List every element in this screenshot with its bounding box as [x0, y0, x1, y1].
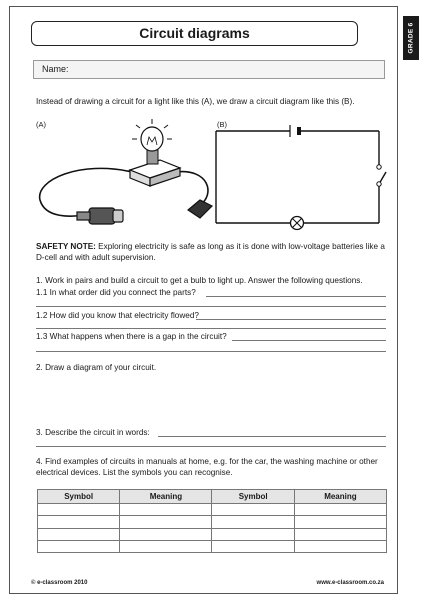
- answer-line[interactable]: [36, 446, 386, 447]
- page-title: Circuit diagrams: [31, 21, 358, 46]
- table-header: Meaning: [294, 490, 386, 504]
- table-row: [38, 528, 387, 540]
- footer-copyright: © e-classroom 2010: [31, 580, 88, 586]
- label-a: (A): [36, 120, 46, 129]
- cell-short-plate: [297, 127, 301, 135]
- table-cell[interactable]: [294, 528, 386, 540]
- table-cell[interactable]: [120, 504, 212, 516]
- question-3: 3. Describe the circuit in words:: [36, 428, 150, 437]
- intro-text: Instead of drawing a circuit for a light like this (A), we draw a circuit diagram like this (B).: [36, 97, 355, 106]
- answer-line[interactable]: [158, 436, 386, 437]
- table-cell[interactable]: [294, 540, 386, 552]
- table-header: Symbol: [212, 490, 294, 504]
- table-cell[interactable]: [294, 516, 386, 528]
- question-4: 4. Find examples of circuits in manuals at home, e.g. for the car, the washing machine or other electrical devices. List the symbols you can recognise.: [36, 457, 378, 477]
- table-cell[interactable]: [212, 516, 294, 528]
- table-cell[interactable]: [38, 516, 120, 528]
- table-cell[interactable]: [38, 528, 120, 540]
- question-1-1: 1.1 In what order did you connect the parts?: [36, 288, 196, 297]
- table-cell[interactable]: [212, 528, 294, 540]
- table-cell[interactable]: [212, 504, 294, 516]
- safety-note: [36, 241, 388, 263]
- name-label: Name:: [42, 64, 69, 74]
- question-2: 2. Draw a diagram of your circuit.: [36, 363, 157, 372]
- question-1-3: 1.3 What happens when there is a gap in the circuit?: [36, 332, 227, 341]
- answer-line[interactable]: [232, 340, 386, 341]
- table-row: [38, 516, 387, 528]
- table-row: [38, 540, 387, 552]
- table-cell[interactable]: [294, 504, 386, 516]
- table-cell[interactable]: [120, 540, 212, 552]
- table-cell[interactable]: [120, 516, 212, 528]
- table-header: Symbol: [38, 490, 120, 504]
- answer-line[interactable]: [36, 328, 386, 329]
- footer-url[interactable]: www.e-classroom.co.za: [316, 580, 384, 586]
- table-cell[interactable]: [38, 504, 120, 516]
- question-1: 1. Work in pairs and build a circuit to get a bulb to light up. Answer the following questions.: [36, 276, 363, 285]
- table-cell[interactable]: [120, 528, 212, 540]
- answer-line[interactable]: [36, 306, 386, 307]
- answer-line[interactable]: [196, 319, 386, 320]
- symbols-table: [37, 489, 387, 553]
- safety-label: SAFETY NOTE:: [36, 242, 96, 251]
- question-1-2: 1.2 How did you know that electricity flowed?: [36, 311, 199, 320]
- answer-line[interactable]: [36, 351, 386, 352]
- table-row: [38, 504, 387, 516]
- label-b: (B): [217, 120, 227, 129]
- table-header: Meaning: [120, 490, 212, 504]
- table-cell[interactable]: [38, 540, 120, 552]
- grade-label: GRADE 6: [407, 22, 415, 54]
- safety-text: Exploring electricity is safe as long as it is done with low-voltage batteries like a D-cell and with adult supervision.: [36, 242, 385, 262]
- table-cell[interactable]: [212, 540, 294, 552]
- answer-line[interactable]: [206, 296, 386, 297]
